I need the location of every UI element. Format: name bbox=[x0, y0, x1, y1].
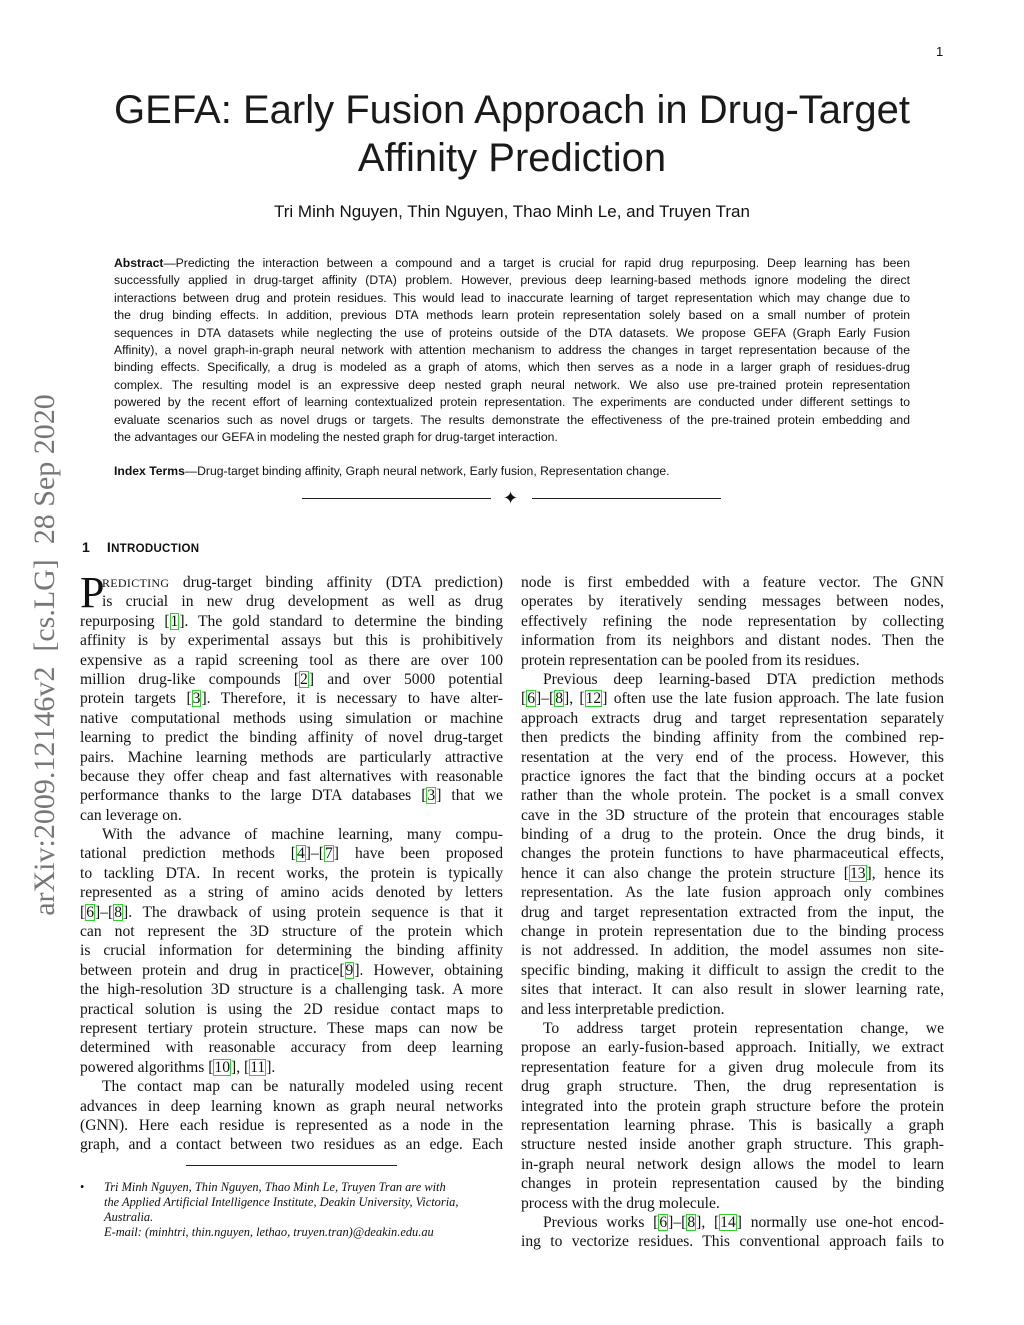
text-line: represent tertiary protein structure. These maps can now be bbox=[80, 1019, 503, 1037]
text-line: With the advance of machine learning, many compu- bbox=[102, 826, 503, 844]
index-terms-label: Index Terms bbox=[114, 464, 185, 478]
text-line: because they offer cheap and fast alternatives with reasonable bbox=[80, 767, 503, 785]
text-line: effectively refining the node representation by collecting bbox=[521, 612, 944, 630]
title-line: Affinity Prediction bbox=[357, 136, 667, 180]
abstract-line: the advantages our GEFA in modeling the nested graph for drug-target interaction. bbox=[114, 430, 558, 445]
text-line: ing to vectorize residues. This conventional approach fails to bbox=[521, 1233, 944, 1251]
citation-link[interactable]: 6 bbox=[527, 690, 535, 708]
text-line: sites that interact. It can also result in slower learning rate, bbox=[521, 981, 944, 999]
text-line: graph, and a contact between two residues as an edge. Each bbox=[80, 1136, 503, 1154]
title-line: GEFA: Early Fusion Approach in Drug-Target bbox=[114, 88, 910, 132]
text-line: resentation at the very end of the process. However, this bbox=[521, 748, 944, 766]
divider-line-right bbox=[532, 498, 721, 499]
text-line: To address target protein representation change, we bbox=[543, 1019, 944, 1037]
text-line: REDICTING drug-target binding affinity (DTA prediction) bbox=[102, 574, 503, 591]
text-line: repurposing [1]. The gold standard to determine the binding bbox=[80, 612, 504, 630]
text-line: can leverage on. bbox=[80, 806, 182, 824]
footnote-line: the Applied Artificial Intelligence Institute, Deakin University, Victoria, bbox=[104, 1195, 459, 1209]
text-line: drug and target representation extracted from the input, the bbox=[521, 903, 944, 921]
text-line: process with the drug molecule. bbox=[521, 1194, 720, 1212]
text-line: Previous deep learning-based DTA prediction methods bbox=[543, 670, 944, 688]
text-line: node is first embedded with a feature vector. The GNN bbox=[521, 574, 944, 591]
text-line: information from its neighbors and distant nodes. Then the bbox=[521, 632, 944, 650]
abstract-label: Abstract bbox=[114, 256, 164, 270]
text-line: practice ignores the fact that the binding occurs at a pocket bbox=[521, 767, 944, 785]
abstract-line: powered by the recent effort of learning contextualized protein representation. The experiments are conducted under different settings to bbox=[114, 395, 910, 410]
text-line: represented as a string of amino acids denoted by letters bbox=[80, 884, 503, 902]
page-number: 1 bbox=[936, 44, 944, 59]
citation-link[interactable]: 10 bbox=[214, 1058, 230, 1076]
text-line: million drug-like compounds [2] and over 5000 potential bbox=[80, 670, 503, 688]
text-line: learning to predict the binding affinity of novel drug-target bbox=[80, 729, 503, 747]
citation-link[interactable]: 8 bbox=[114, 903, 122, 921]
text-line: representation feature for a given drug molecule from its bbox=[521, 1058, 944, 1076]
text-line: hence it can also change the protein structure [13], hence its bbox=[521, 864, 944, 882]
text-line: practical solution is using the 2D residue contact maps to bbox=[80, 1000, 503, 1018]
citation-link[interactable]: 6 bbox=[86, 903, 94, 921]
text-line: change in protein representation due to the binding process bbox=[521, 923, 944, 941]
divider-line-left bbox=[302, 498, 491, 499]
text-line: approach extracts drug and target representation separately bbox=[521, 709, 944, 727]
abstract-line: the drug binding effects. In addition, previous DTA methods learn protein representation solely based on a small number of protein bbox=[114, 308, 910, 323]
text-line: representation learning phrase. This is basically a graph bbox=[521, 1116, 944, 1134]
abstract-line: evaluate scenarios such as novel drugs or targets. The results demonstrate the effectiveness of the pre-trained protein embedding and bbox=[114, 412, 910, 427]
text-line: performance thanks to the large DTA databases [3] that we bbox=[80, 787, 503, 805]
left-column bbox=[80, 568, 504, 1155]
text-line: propose an early-fusion-based approach. Initially, we extract bbox=[521, 1039, 944, 1057]
right-column bbox=[521, 573, 944, 1252]
abstract-line: binding effects. Specifically, a drug is modeled as a graph of atoms, which then serves as a node in a larger graph of residues-drug bbox=[114, 360, 910, 375]
text-line: can not represent the 3D structure of the protein which bbox=[80, 923, 503, 941]
text-line: and less interpretable prediction. bbox=[521, 1000, 725, 1018]
text-line: cave in the 3D structure of the protein that encourages stable bbox=[521, 806, 944, 824]
citation-link[interactable]: 12 bbox=[585, 690, 602, 708]
drop-cap: P bbox=[80, 568, 105, 617]
citation-link[interactable]: 2 bbox=[300, 670, 308, 688]
text-line: determined with reasonable accuracy from deep learning bbox=[80, 1039, 503, 1057]
text-line: structure nested inside another graph structure. This graph- bbox=[521, 1136, 944, 1154]
text-line: rather than the whole protein. The pocket is a small convex bbox=[521, 787, 944, 805]
citation-link[interactable]: 6 bbox=[659, 1213, 668, 1231]
text-line: then predicts the binding affinity from the combined rep- bbox=[521, 729, 944, 747]
abstract-line: interactions between drug and protein residues. This would lead to inaccurate learning of target representation which may change due to bbox=[114, 290, 910, 305]
text-line: protein representation can be pooled from its residues. bbox=[521, 651, 860, 669]
citation-link[interactable]: 4 bbox=[297, 845, 305, 863]
citation-link[interactable]: 11 bbox=[250, 1058, 266, 1076]
abstract bbox=[114, 255, 910, 446]
authors: Tri Minh Nguyen, Thin Nguyen, Thao Minh Le, and Truyen Tran bbox=[274, 202, 750, 221]
text-line: drug graph structure. Then, the drug representation is bbox=[521, 1078, 944, 1096]
text-line: expensive as a rapid screening tool as there are over 100 bbox=[80, 651, 503, 669]
text-line: binding of a drug to the protein. Once the drug binds, it bbox=[521, 826, 944, 844]
text-line: changes in protein representation caused by the binding bbox=[521, 1175, 944, 1193]
bullet-icon: • bbox=[80, 1180, 85, 1194]
abstract-line: sequences in DTA datasets while neglecting the use of proteins outside of the DTA datasets. We propose GEFA (Graph Early Fusion bbox=[114, 325, 910, 340]
citation-link[interactable]: 1 bbox=[170, 612, 179, 630]
text-line: (GNN). Here each residue is represented as a node in the bbox=[80, 1116, 503, 1134]
text-line: between protein and drug in practice[9]. However, obtaining bbox=[80, 961, 503, 979]
footnote bbox=[80, 1180, 510, 1240]
text-line: representation. As the late fusion approach only combines bbox=[521, 884, 944, 902]
index-terms: Index Terms—Drug-target binding affinity, Graph neural network, Early fusion, Representation change. bbox=[114, 464, 670, 478]
divider-star-icon: ✦ bbox=[503, 488, 519, 509]
text-line: is crucial in new drug development as well as drug bbox=[102, 593, 503, 611]
text-line: to tackling DTA. In recent works, the protein is typically bbox=[80, 864, 503, 882]
abstract-line: Affinity), a novel graph-in-graph neural network with attention mechanism to address the changes in target representation because of the bbox=[114, 343, 910, 358]
arxiv-stamp: arXiv:2009.12146v2 [cs.LG] 28 Sep 2020 bbox=[28, 394, 61, 916]
citation-link[interactable]: 14 bbox=[720, 1213, 736, 1231]
abstract-line: complex. The resulting model is an expressive deep nested graph neural network. We also use pre-trained protein representation bbox=[114, 377, 910, 392]
footnote-line: Tri Minh Nguyen, Thin Nguyen, Thao Minh Le, Truyen Tran are with bbox=[104, 1180, 446, 1194]
text-line: tational prediction methods [4]–[7] have been proposed bbox=[80, 845, 503, 863]
paper-title bbox=[60, 86, 964, 182]
citation-link[interactable]: 13 bbox=[849, 864, 866, 882]
text-line: Previous works [6]–[8], [14] normally use one-hot encod- bbox=[543, 1213, 944, 1231]
section-heading: 1 INTRODUCTION bbox=[82, 539, 200, 555]
citation-link[interactable]: 8 bbox=[555, 690, 563, 708]
citation-link[interactable]: 8 bbox=[687, 1213, 696, 1231]
citation-link[interactable]: 3 bbox=[192, 690, 201, 708]
abstract-line: successfully applied in drug-target affinity (DTA) problem. However, previous deep learning-based methods ignore modeling the direct bbox=[114, 273, 910, 288]
citation-link[interactable]: 9 bbox=[345, 961, 354, 979]
text-line: pairs. Machine learning methods are particularly attractive bbox=[80, 748, 503, 766]
text-line: native computational methods using simulation or machine bbox=[80, 709, 503, 727]
text-line: [6]–[8], [12] often use the late fusion approach. The late fusion bbox=[521, 690, 944, 708]
smallcaps-lead: REDICTING bbox=[102, 576, 170, 590]
text-line: specific binding, making it difficult to assign the credit to the bbox=[521, 961, 944, 979]
footnote-line: E-mail: (minhtri, thin.nguyen, lethao, truyen.tran)@deakin.edu.au bbox=[104, 1225, 434, 1239]
text-line: is crucial information for determining the binding affinity bbox=[80, 942, 503, 960]
text-line: is not addressed. In addition, the model assumes non site- bbox=[521, 942, 944, 960]
text-line: operates by iteratively sending messages between nodes, bbox=[521, 593, 944, 611]
text-line: The contact map can be naturally modeled using recent bbox=[102, 1078, 503, 1096]
text-line: affinity is by experimental assays but this is prohibitively bbox=[80, 632, 503, 650]
footnote-line: Australia. bbox=[104, 1210, 154, 1224]
text-line: changes the protein functions to have pharmaceutical effects, bbox=[521, 845, 944, 863]
text-line: powered algorithms [10], [11]. bbox=[80, 1058, 276, 1076]
citation-link[interactable]: 7 bbox=[325, 845, 333, 863]
footnote-rule bbox=[186, 1165, 397, 1166]
text-line: [6]–[8]. The drawback of using protein sequence is that it bbox=[80, 903, 503, 921]
text-line: advances in deep learning known as graph neural networks bbox=[80, 1097, 503, 1115]
text-line: integrated into the protein graph structure before the protein bbox=[521, 1097, 944, 1115]
citation-link[interactable]: 3 bbox=[427, 787, 436, 805]
text-line: the high-resolution 3D structure is a challenging task. A more bbox=[80, 981, 503, 999]
abstract-line: Abstract—Predicting the interaction between a compound and a target is crucial for rapid drug repurposing. Deep learning has been bbox=[114, 256, 910, 270]
text-line: protein targets [3]. Therefore, it is necessary to have alter- bbox=[80, 690, 503, 708]
text-line: in-graph neural network design allows the model to learn bbox=[521, 1155, 944, 1173]
